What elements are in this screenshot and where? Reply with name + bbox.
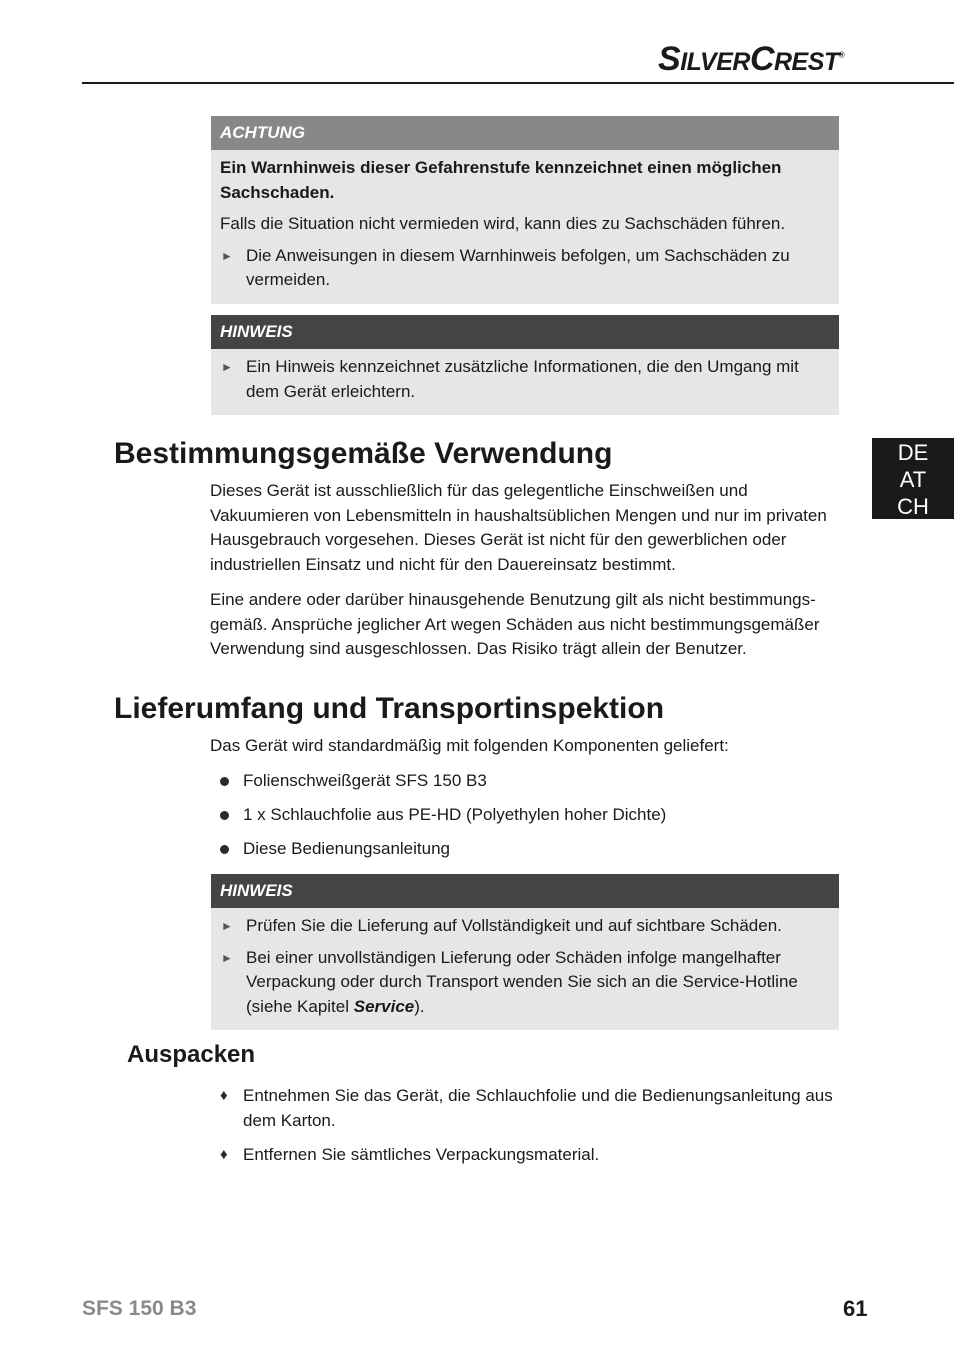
hinweis-body-1 (211, 349, 839, 415)
lang-de: DE (897, 440, 929, 465)
logo-letter-c: C (749, 40, 774, 78)
achtung-bold-text: Ein Warnhinweis dieser Gefahrenstufe kennzeichnet einen möglichen Sachschaden. (220, 158, 782, 202)
delivery-item-text: Diese Bedienungsanleitung (243, 839, 450, 858)
usage-paragraph-2: Eine andere oder darüber hinausgehende Benutzung gilt als nicht bestimmungs-gemäß. Ansprüche jeglicher Art wegen Schäden aus nicht bestimmungsgemäßer Verwendung sind ausgeschlossen. Das Risiko trägt allein der Benutzer. (210, 590, 820, 658)
diamond-bullet-icon: ♦ (220, 1087, 228, 1104)
language-tab (872, 438, 954, 519)
logo-letter-s: S (658, 40, 681, 78)
arrow-bullet-icon: ► (221, 248, 233, 263)
heading-delivery-scope: Lieferumfang und Transportinspektion (114, 692, 665, 725)
unpack-step-text: Entfernen Sie sämtliches Verpackungsmaterial. (243, 1145, 600, 1164)
hinweis-2-item-text: Bei einer unvollständigen Lieferung oder Schäden infolge mangelhafter Verpackung oder durch Transport wenden Sie sich an die Service-Hotline (siehe Kapitel (246, 947, 798, 1016)
achtung-title: ACHTUNG (211, 116, 839, 150)
delivery-item (220, 769, 840, 794)
delivery-item (220, 803, 840, 828)
bullet-dot-icon (220, 845, 229, 854)
logo-text-rest: REST (774, 48, 839, 76)
diamond-bullet-icon: ♦ (220, 1146, 228, 1163)
achtung-instruction (220, 244, 825, 293)
achtung-body (211, 150, 839, 304)
hinweis-body-2 (211, 908, 839, 1030)
hinweis-1-item (220, 355, 825, 404)
hinweis-2-item (220, 946, 825, 1020)
arrow-bullet-icon: ► (221, 919, 233, 933)
hinweis-2-item (220, 914, 825, 939)
brand-logo (658, 40, 844, 79)
bullet-dot-icon (220, 811, 229, 820)
unpack-step-text: Entnehmen Sie das Gerät, die Schlauchfolie und die Bedienungsanleitung aus dem Karton. (243, 1086, 833, 1130)
heading-unpacking: Auspacken (127, 1041, 256, 1068)
header-rule (82, 82, 954, 84)
arrow-bullet-icon: ► (221, 950, 233, 965)
delivery-item-text: Folienschweißgerät SFS 150 B3 (243, 771, 487, 790)
delivery-item (220, 837, 840, 862)
footer-page-number: 61 (843, 1296, 868, 1321)
hinweis-title-1: HINWEIS (211, 315, 839, 349)
hinweis-box-2 (211, 874, 839, 1030)
hinweis-1-item-text: Ein Hinweis kennzeichnet zusätzliche Informationen, die den Umgang mit dem Gerät erleichtern. (246, 357, 799, 401)
heading-intended-use: Bestimmungsgemäße Verwendung (114, 437, 613, 470)
hinweis-title-2: HINWEIS (211, 874, 839, 908)
lang-at: AT (899, 467, 927, 492)
achtung-text: Falls die Situation nicht vermieden wird, kann dies zu Sachschäden führen. (220, 214, 786, 233)
achtung-instruction-text: Die Anweisungen in diesem Warnhinweis befolgen, um Sachschäden zu vermeiden. (246, 245, 790, 289)
achtung-box (211, 116, 839, 304)
hinweis-box-1 (211, 315, 839, 415)
service-chapter-reference: Service (353, 996, 415, 1016)
lang-ch: CH (897, 494, 929, 519)
unpack-step (220, 1084, 840, 1133)
logo-text-ilver: ILVER (680, 48, 750, 76)
delivery-intro: Das Gerät wird standardmäßig mit folgenden Komponenten geliefert: (210, 736, 729, 755)
bullet-dot-icon (220, 777, 229, 786)
usage-paragraph-1: Dieses Gerät ist ausschließlich für das gelegentliche Einschweißen und Vakuumieren von Lebensmitteln in haushaltsüblichen Mengen und nur im privaten Hausgebrauch vorgesehen. Dieses Gerät ist nicht für den gewerblichen oder industriellen Einsatz und nicht für den Dauereinsatz bestimmt. (210, 481, 827, 574)
footer-model-number: SFS 150 B3 (82, 1297, 197, 1320)
registered-mark: ® (838, 50, 845, 60)
delivery-item-text: 1 x Schlauchfolie aus PE-HD (Polyethylen hoher Dichte) (243, 805, 667, 824)
hinweis-2-item-text-end: ). (414, 996, 425, 1016)
unpack-step (220, 1143, 840, 1168)
arrow-bullet-icon: ► (221, 360, 233, 374)
hinweis-2-item-text: Prüfen Sie die Lieferung auf Vollständigkeit und auf sichtbare Schäden. (246, 916, 782, 935)
